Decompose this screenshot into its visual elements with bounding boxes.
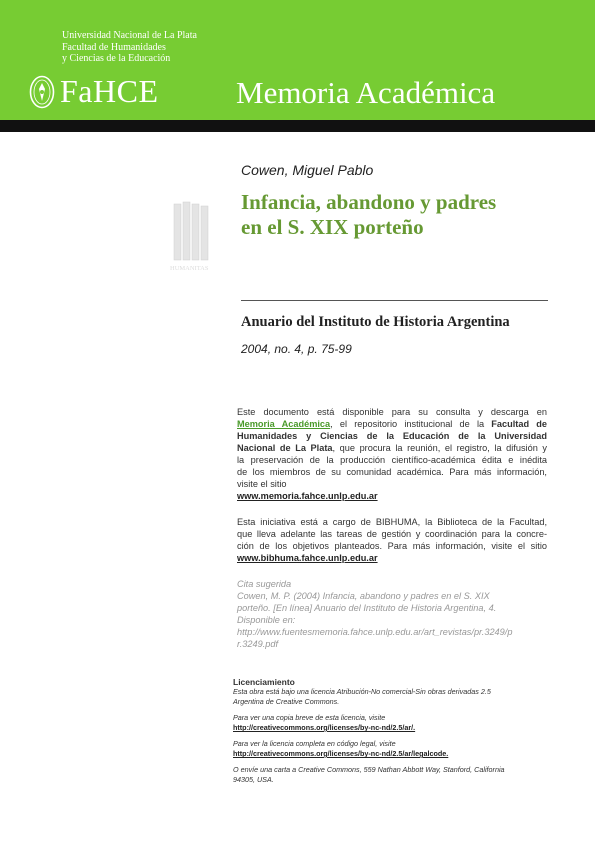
university-line-3: y Ciencias de la Educación [62, 53, 171, 64]
university-name [62, 30, 197, 65]
info-line: de los miembros de su comunidad académica. Para más información, [237, 467, 547, 477]
license-brief-link[interactable]: http://creativecommons.org/licenses/by-nc-nd/2.5/ar/. [233, 723, 416, 732]
info-line: visite el sitio [237, 479, 287, 489]
citation-url: http://www.fuentesmemoria.fahce.unlp.edu.ar/art_revistas/pr.3249/p [237, 627, 513, 637]
license-letter: 94305, USA. [233, 775, 274, 784]
info-bold: Nacional de La Plata [237, 443, 333, 453]
citation-url: r.3249.pdf [237, 639, 279, 649]
fahce-logo: FaHCE [60, 73, 159, 109]
license-block [233, 677, 553, 785]
citation-line: Disponible en: [237, 615, 296, 625]
humanitas-text: HUMANITAS [170, 265, 209, 272]
info-line: ción de los objetivos planteados. Para más información, visite el sitio [237, 541, 547, 551]
university-line-2: Facultad de Humanidades [62, 41, 166, 53]
suggested-citation [237, 578, 547, 650]
info-line: Este documento está disponible para su consulta y descarga en [237, 407, 547, 417]
license-text: Esta obra está bajo una licencia Atribución-No comercial-Sin obras derivadas 2.5 [233, 687, 491, 696]
info-paragraph-2 [237, 516, 547, 564]
document-title [241, 190, 571, 240]
info-text: , que procura la reunión, el registro, la difusión y [332, 443, 548, 453]
journal-name: Anuario del Instituto de Historia Argentina [241, 314, 510, 330]
license-brief-label: Para ver una copia breve de esta licencia, visite [233, 713, 386, 722]
license-letter: O envíe una carta a Creative Commons, 559 Nathan Abbott Way, Stanford, California [233, 765, 505, 774]
info-bold: Humanidades y Ciencias de la Educación de la Universidad [237, 431, 547, 441]
license-full-label: Para ver la licencia completa en código legal, visite [233, 739, 396, 748]
title-line-1: Infancia, abandono y padres [241, 190, 497, 214]
info-text: , el repositorio institucional de la [330, 419, 492, 429]
humanitas-logo [170, 200, 220, 275]
license-full-link[interactable]: http://creativecommons.org/licenses/by-nc-nd/2.5/ar/legalcode. [233, 749, 449, 758]
info-paragraph-1 [237, 406, 547, 502]
university-seal-icon [29, 75, 55, 109]
memoria-link[interactable]: Memoria Académica [237, 419, 331, 429]
info-line [237, 430, 547, 442]
citation-details: 2004, no. 4, p. 75-99 [241, 342, 352, 356]
bibhuma-url-link[interactable]: www.bibhuma.fahce.unlp.edu.ar [237, 553, 378, 563]
license-text: Argentina de Creative Commons. [233, 697, 340, 706]
info-line [237, 442, 547, 454]
title-line-2: en el S. XIX porteño [241, 215, 424, 239]
citation-line: porteño. [En línea] Anuario del Instituto de Historia Argentina, 4. [237, 603, 497, 613]
citation-line: Cowen, M. P. (2004) Infancia, abandono y padres en el S. XIX [237, 591, 490, 601]
license-heading: Licenciamiento [233, 677, 295, 687]
info-line: Esta iniciativa está a cargo de BIBHUMA, la Biblioteca de la Facultad, [237, 517, 547, 527]
university-line-1: Universidad Nacional de La Plata [62, 30, 197, 41]
memoria-url-link[interactable]: www.memoria.fahce.unlp.edu.ar [237, 491, 378, 501]
info-line [237, 418, 547, 430]
author: Cowen, Miguel Pablo [241, 162, 374, 178]
header-rule [0, 120, 595, 132]
repository-name: Memoria Académica [236, 75, 496, 110]
divider [241, 300, 548, 301]
info-bold: Facultad de [491, 419, 547, 429]
citation-heading: Cita sugerida [237, 579, 292, 589]
info-line: que lleva adelante las tareas de gestión y coordinación para la concre- [237, 529, 547, 539]
info-line: la preservación de la producción científico-académica édita e inédita [237, 455, 547, 465]
